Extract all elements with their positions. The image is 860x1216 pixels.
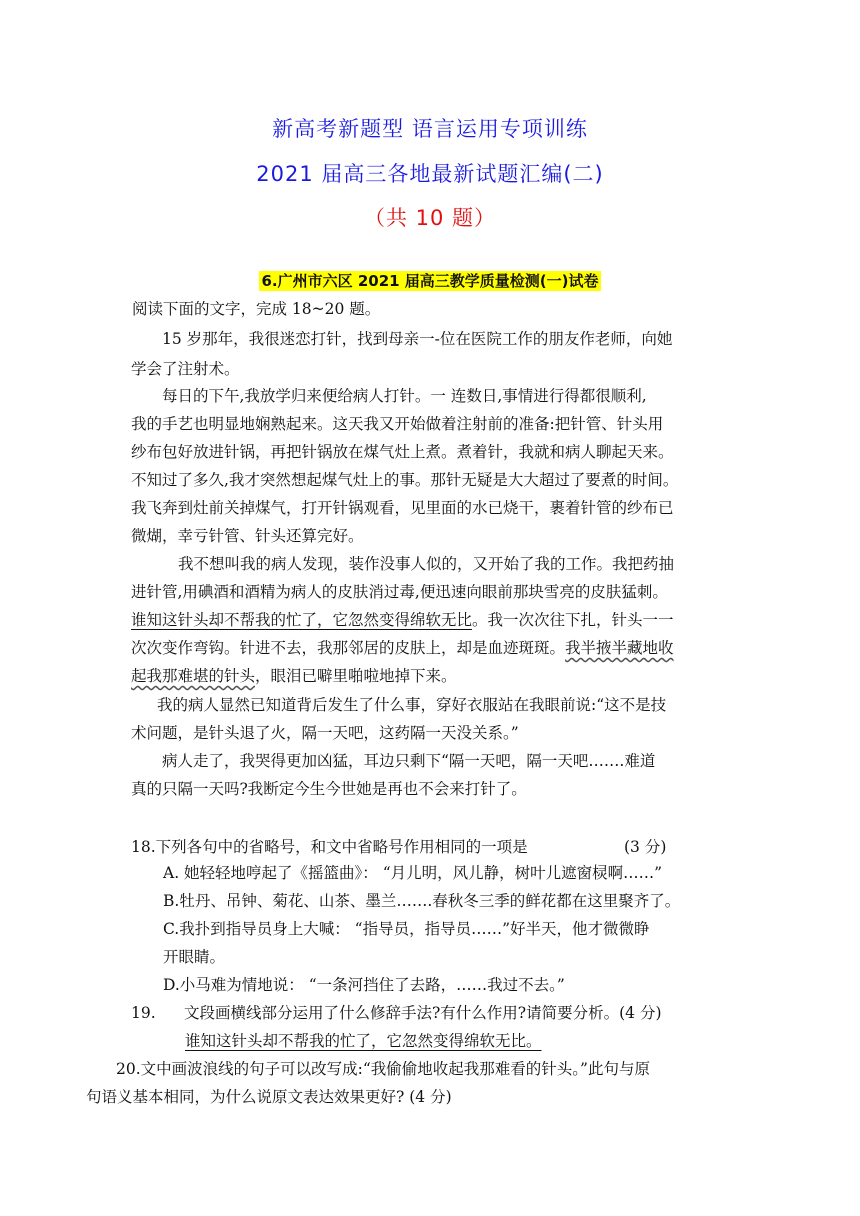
line-rest: ，眼泪已噼里啪啦地掉下来。 (255, 667, 457, 685)
line-start: 次次变作弯钩。针进不去，我那邻居的皮肤上，却是血迹斑斑。 (131, 639, 566, 657)
passage-line: 15 岁那年，我很迷恋打针，找到母亲一-位在医院工作的朋友作老师，向她 (162, 330, 673, 348)
question-20-cont: 句语义基本相同，为什么说原文表达效果更好? (4 分) (86, 1088, 452, 1106)
section-heading (0, 270, 860, 291)
underlined-sentence: 谁知这针头却不帮我的忙了，它忽然变得绵软无比 (131, 611, 473, 629)
passage-line: 微煳，幸亏针管、针头还算完好。 (131, 527, 364, 545)
passage-line: 我的手艺也明显地娴熟起来。这天我又开始做着注射前的准备:把针管、针头用 (131, 415, 664, 433)
wavy-sentence-part2: 起我那难堪的针头 (131, 667, 256, 685)
passage-line: 真的只隔一天吗?我断定今生今世她是再也不会来打针了。 (131, 780, 527, 798)
question-18-score: (3 分) (624, 838, 667, 856)
option-c: C.我扑到指导员身上大喊： “指导员，指导员……”好半天，他才微微睁 (163, 920, 650, 938)
section-heading-text: 6.广州市六区 2021 届高三教学质量检测(一)试卷 (261, 272, 599, 290)
wavy-sentence-part1: 我半掖半藏地收 (565, 639, 674, 657)
passage-line: 我的病人显然已知道背后发生了什么事，穿好衣服站在我眼前说:“这不是技 (157, 696, 667, 714)
passage-line (131, 609, 674, 631)
option-b: B.牡丹、吊钟、菊花、山茶、墨兰…….春秋冬三季的鲜花都在这里聚齐了。 (163, 892, 681, 910)
question-19-text: 文段画横线部分运用了什么修辞手法?有什么作用?请简要分析。(4 分) (184, 1004, 662, 1022)
question-19-number: 19. (131, 1004, 156, 1022)
passage-line: 不知过了多久,我才突然想起煤气灶上的事。那针无疑是大大超过了要煮的时间。 (131, 471, 679, 489)
option-a: A. 她轻轻地哼起了《摇篮曲》： “月儿明，风儿静，树叶儿遮窗棂啊……” (163, 864, 663, 882)
question-count: （共 10 题） (363, 206, 497, 230)
line-rest: 。我一次次往下扎，针头一一 (472, 611, 674, 629)
passage-line: 学会了注射术。 (131, 360, 240, 378)
option-c-cont: 开眼睛。 (163, 948, 226, 966)
passage-line: 我不想叫我的病人发现，装作没事人似的，又开始了我的工作。我把药抽 (178, 555, 675, 573)
passage-line: 我飞奔到灶前关掉煤气，打开针锅观看，见里面的水已烧干，裹着针管的纱布已 (131, 499, 674, 517)
passage-line: 进针管,用碘酒和酒精为病人的皮肤消过毒,便迅速向眼前那块雪亮的皮肤猛刺。 (131, 583, 668, 601)
doc-subtitle: 2021 届高三各地最新试题汇编(二) (256, 162, 604, 186)
passage-line: 纱布包好放进针锅，再把针锅放在煤气灶上煮。煮着针，我就和病人聊起天来。 (131, 443, 674, 461)
question-20: 20.文中画波浪线的句子可以改写成:“我偷偷地收起我那难看的针头。”此句与原 (116, 1060, 650, 1078)
passage-line: 每日的下午,我放学归来便给病人打针。一 连数日,事情进行得都很顺利, (162, 387, 647, 405)
question-19-quote: 谁知这针头却不帮我的忙了，它忽然变得绵软无比。 (185, 1032, 542, 1050)
passage-line (131, 637, 674, 659)
question-18 (131, 836, 528, 858)
passage-line: 术问题，是针头退了火，隔一天吧，这药隔一天没关系。” (131, 724, 519, 742)
doc-title: 新高考新题型 语言运用专项训练 (272, 117, 588, 141)
instruction: 阅读下面的文字，完成 18~20 题。 (132, 300, 381, 318)
passage-line (131, 665, 457, 687)
question-18-text: 18.下列各句中的省略号，和文中省略号作用相同的一项是 (131, 838, 528, 856)
option-d: D.小马难为情地说： “一条河挡住了去路，……我过不去。” (163, 976, 565, 994)
passage-line: 病人走了，我哭得更加凶猛，耳边只剩下“隔一天吧，隔一天吧…….难道 (162, 752, 656, 770)
